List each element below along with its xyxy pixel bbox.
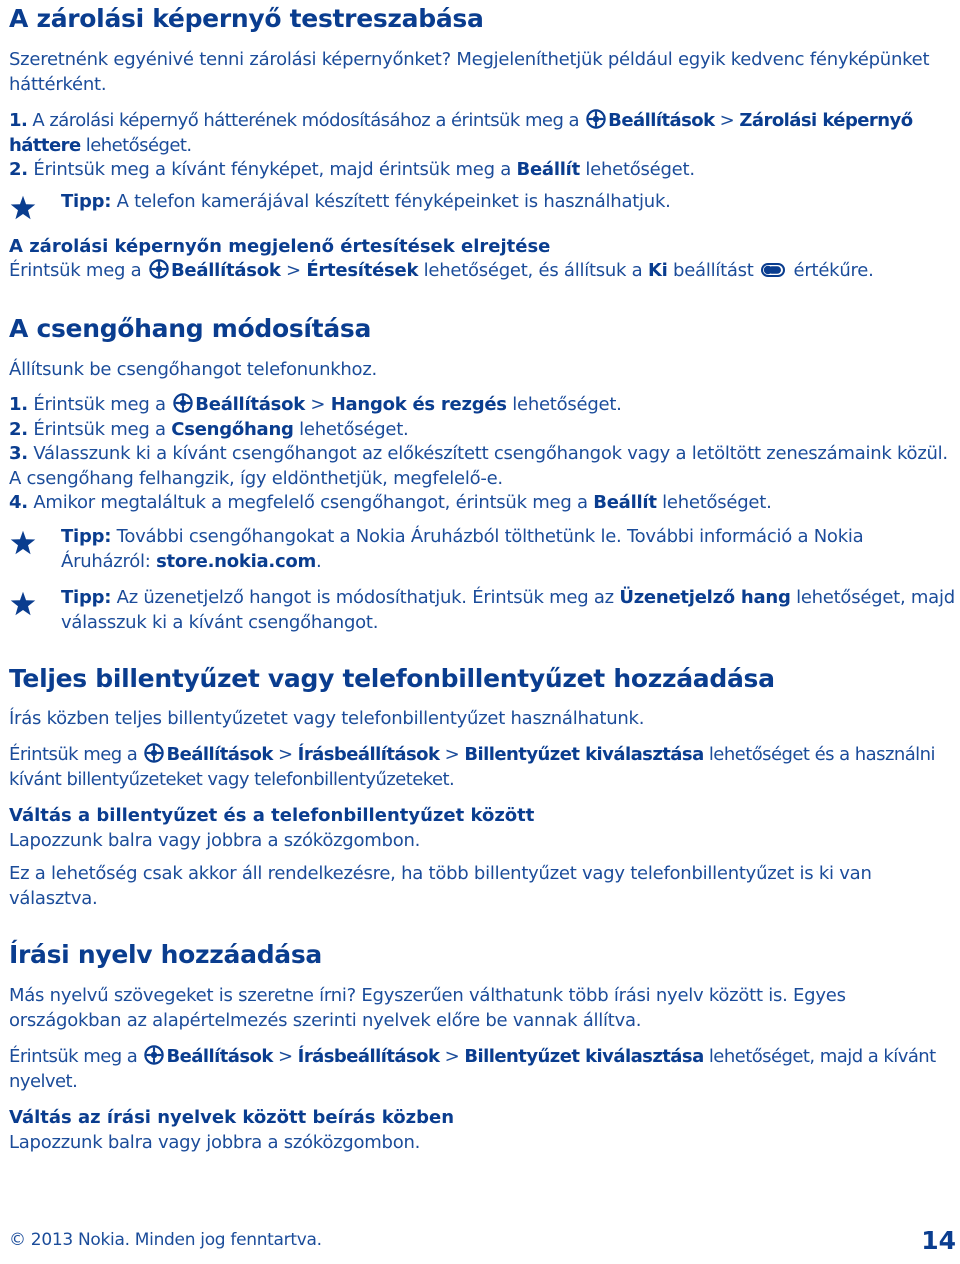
language-switch-text: Lapozzunk balra vagy jobbra a szóközgombon. [9,1132,421,1153]
settings-link: Beállítások [166,1046,273,1067]
step-text: Érintsük meg a [27,419,172,440]
ringtone-title: A csengőhang módosítása [9,314,372,343]
keyboard-note: Ez a lehetőség csak akkor áll rendelkezésre, ha több billentyűzet vagy telefonbillentyűzet is ki van választva. [9,863,872,909]
keyboard-select-option: Billentyűzet kiválasztása [464,1046,704,1067]
step-text: Amikor megtaláltuk a megfelelő csengőhangot, érintsük meg a [27,492,594,513]
step-number: 2. [9,419,28,440]
writing-settings-option: Írásbeállítások [297,1046,440,1067]
star-icon [9,529,37,557]
step-text: Válasszunk ki a kívánt csengőhangot az előkészített csengőhangok vagy a letöltött zeneszámaink közül. A csengőhang felhangzik, így eldönthetjük, megfelelő-e. [9,443,948,489]
step-suffix: lehetőséget. [579,159,695,180]
keyboard-switch-text: Lapozzunk balra vagy jobbra a szóközgombon. [9,830,421,851]
text-suffix: értékűre. [788,260,874,281]
language-title: Írási nyelv hozzáadása [9,940,323,969]
settings-link: Beállítások [170,260,281,281]
step-number: 2. [9,159,28,180]
keyboard-intro: Írás közben teljes billentyűzetet vagy telefonbillentyűzet használhatunk. [9,708,645,729]
step-number: 1. [9,394,28,415]
step-suffix: lehetőséget. [80,134,192,156]
step-text: Érintsük meg a [27,394,172,415]
page-number: 14 [921,1226,956,1255]
tip-text: További csengőhangokat a Nokia Áruházból tölthetünk le. További információ a Nokia Áruházról: [61,526,864,572]
text-middle-2: beállítást [667,260,760,281]
tip-label: Tipp: [61,587,112,608]
copyright-footer: © 2013 Nokia. Minden jog fenntartva. [9,1230,322,1250]
text-suffix: lehetőséget, majd a kívánt nyelvet. [9,1046,936,1092]
settings-link: Beállítások [166,744,273,765]
hide-notifications-title: A zárolási képernyőn megjelenő értesítések elrejtése [9,236,551,257]
step-suffix: lehetőséget. [656,492,772,513]
gear-icon [149,259,169,279]
step-number: 4. [9,492,28,513]
hide-notifications-text [9,259,957,284]
separator: > [304,394,331,415]
separator: > [714,110,740,131]
lock-step-1 [9,109,957,158]
text-prefix: Érintsük meg a [9,744,143,765]
settings-link: Beállítások [608,110,715,131]
toggle-off-icon [761,263,785,277]
separator: > [280,260,307,281]
separator: > [272,744,298,765]
lock-background-option: Zárolási képernyő háttere [9,110,913,156]
text-prefix: Érintsük meg a [9,260,147,281]
sounds-option: Hangok és rezgés [330,394,507,415]
settings-link: Beállítások [195,394,305,415]
step-suffix: lehetőséget. [293,419,409,440]
gear-icon [173,393,193,413]
notifications-option: Értesítések [306,260,419,281]
text-suffix: lehetőséget és a használni kívánt billentyűzeteket vagy telefonbillentyűzeteket. [9,744,935,790]
language-switch-title: Váltás az írási nyelvek között beírás közben [9,1107,455,1128]
separator: > [272,1046,298,1067]
star-icon [9,194,37,222]
set-option: Beállít [516,159,580,180]
ringtone-step-2 [9,418,957,443]
tip-text: Az üzenetjelző hangot is módosíthatjuk. Érintsük meg az [111,587,620,608]
ringtone-option: Csengőhang [171,419,294,440]
store-link[interactable]: store.nokia.com [156,550,317,572]
writing-settings-option: Írásbeállítások [297,744,440,765]
lock-screen-intro: Szeretnénk egyénivé tenni zárolási képernyőnket? Megjeleníthetjük például egyik kedvenc fényképünket háttérként. [9,49,930,95]
tip-label: Tipp: [61,191,112,212]
keyboard-select-option: Billentyűzet kiválasztása [464,744,704,765]
ringtone-intro: Állítsunk be csengőhangot telefonunkhoz. [9,359,377,380]
step-number: 3. [9,443,28,464]
tip-suffix: lehetőséget, majd válasszuk ki a kívánt csengőhangot. [61,587,955,633]
separator: > [439,744,465,765]
star-icon [9,590,37,618]
step-text: Érintsük meg a kívánt fényképet, majd érintsük meg a [27,159,517,180]
text-prefix: Érintsük meg a [9,1046,143,1067]
tip-end: . [316,550,322,572]
off-option: Ki [647,260,668,281]
keyboard-instructions [9,743,957,792]
ringtone-step-4 [9,491,957,516]
text-middle: lehetőséget, és állítsuk a [418,260,648,281]
ringtone-step-3 [9,442,957,491]
tip-text: A telefon kamerájával készített fényképeinket is használhatjuk. [111,191,671,212]
step-number: 1. [9,110,28,131]
lock-step-2 [9,158,957,183]
step-suffix: lehetőséget. [506,394,622,415]
step-text: A zárolási képernyő hátterének módosításához a érintsük meg a [27,110,585,131]
language-instructions [9,1045,957,1094]
keyboard-title: Teljes billentyűzet vagy telefonbillentyűzet hozzáadása [9,664,775,693]
lock-screen-title: A zárolási képernyő testreszabása [9,4,484,33]
gear-icon [144,1045,164,1065]
keyboard-switch-title: Váltás a billentyűzet és a telefonbillentyűzet között [9,805,535,826]
ringtone-tip-2 [9,586,957,635]
ringtone-step-1 [9,393,957,418]
gear-icon [144,743,164,763]
ringtone-tip-1 [9,525,957,574]
message-tone-option: Üzenetjelző hang [619,587,791,608]
language-intro: Más nyelvű szövegeket is szeretne írni? Egyszerűen válthatunk több írási nyelv között is. Egyes országokban az alapértelmezés szerinti nyelvek előre be vannak állítva. [9,985,846,1031]
lock-tip [9,190,957,215]
tip-label: Tipp: [61,526,112,547]
separator: > [439,1046,465,1067]
gear-icon [586,109,606,129]
set-option: Beállít [593,492,657,513]
